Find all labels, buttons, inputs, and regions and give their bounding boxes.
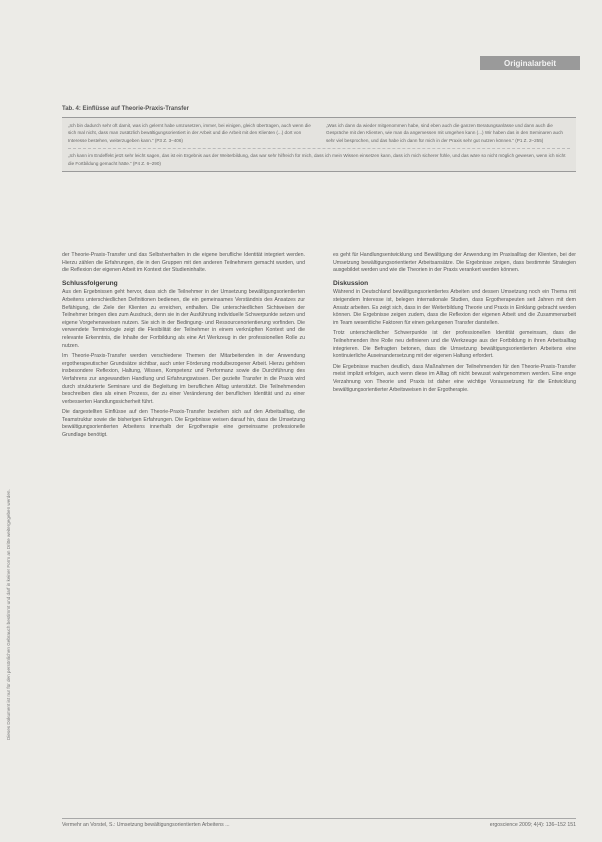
table-quote: „Was ich dann da wieder mitgenommen habe, sind eben auch die ganzen Beratungsanlässe und dann auch die Gespräche mit den Klienten, wie man da angemessen mit umgehen kann (...) Wir haben das in den Seminaren auch sehr viel besprochen, und das habe ich dann für mich in der Praxis sehr gut nutzen können.“ (P1 Z. 2–255) — [326, 123, 563, 143]
footer-citation: Vermehr an Vorstel, S.: Umsetzung bewältigungsorientierten Arbeitens ... — [62, 822, 230, 828]
table-quotes-row — [68, 122, 570, 144]
sidebar-copyright-text: Dieses Dokument ist nur für den persönlichen Gebrauch bestimmt und darf in keiner Form an Dritte weitergegeben werden. — [6, 489, 11, 740]
table-quote: „Ich kann im Endeffekt jetzt sehr leicht sagen, das ist ein Ergebnis aus der Weiterbildung, das war sehr hilfreich für mich, dass ich mein Wissen einsetzen kann, dass ich mich sicherer fühle, und das wäre so nicht möglich gewesen, wenn ich nicht die Fortbildung gemacht hätte.“ (P4 Z. 6–290) — [68, 148, 570, 167]
paragraph: Aus den Ergebnissen geht hervor, dass sich die Teilnehmer in der Umsetzung bewältigungsorientierten Arbeitens unterschiedlichen Definitionen bedienen, die ein gemeinsames Verständnis des Ansatzes zur Befähigung, die Ziele der Klienten zu erreichen, enthalten. Die unterschiedlichen Sichtweisen der Teilnehmer bringen dies zum Ausdruck, denn sie in der Ausführung individuelle Schwerpunkte setzen und eigene Vorgehensweisen nutzen. Sie sich in der Bedingung- und Ressourcenorientierung vorfinden. Die verwendete Terminologie zeigt die Flexibilität der Teilnehmer in einem verknüpften Kontext und die relevante Erkenntnis, die Inhalte der Fortbildung als eine Art Werkzeug in der professionellen Rolle zu nutzen. — [62, 289, 305, 349]
footer-journal-page: ergoscience 2009; 4(4): 136–152 151 — [489, 822, 576, 828]
section-heading: Diskussion — [333, 279, 369, 287]
text-column-right — [333, 252, 576, 397]
text-column-left — [62, 252, 305, 443]
paragraph: Die dargestellten Einflüsse auf den Theorie-Praxis-Transfer beziehen sich auf den Arbeitsalltag, die Teamstruktur sowie die bisherigen Erfahrungen. Die Ergebnisse weisen darauf hin, dass die Umsetzung bewältigungsorientierten Arbeitens innerhalb der Ergotherapie eine gemeinsame professionelle Grundlage benötigt. — [62, 409, 305, 439]
table-block — [62, 106, 576, 242]
paragraph: Die Ergebnisse machen deutlich, dass Maßnahmen der Teilnehmenden für den Theorie-Praxis-Transfer meist implizit erfolgen, auch wenn diese im Alltag oft nicht bewusst wahrgenommen werden. Eine enge Verzahnung von Theorie und Praxis ist daher eine wichtige Voraussetzung für die Entwicklung bewältigungsorientierter Arbeitsweisen in der Ergotherapie. — [333, 363, 576, 393]
paragraph: es geht für Handlungsentwicklung und Bewältigung der Anwendung im Praxisalltag der Klienten, bei der Umsetzung bewältigungsorientierter Arbeitsansätze. Die Ergebnisse zeigen, dass bestimmte Strategien ausgebildet werden und wie die Theorien in der Praxis verankert werden können. — [333, 252, 576, 274]
paragraph: der Theorie-Praxis-Transfer und das Selbstverhalten in die eigene berufliche Identität integriert werden. Hierzu zählen die Erfahrungen, die in den Gruppen mit den anderen Teilnehmern gemacht wurden, und die Reflexion der eigenen Arbeit im Kontext der Studieninhalte. — [62, 252, 305, 274]
sidebar-copyright-note — [6, 120, 18, 740]
paragraph: Im Theorie-Praxis-Transfer werden verschiedene Themen der Mitarbeitenden in der Anwendung ergotherapeutischer Grundsätze sichtbar, auch unter Förderung modulbezogener Arbeit. Hierzu gehören insbesondere Reflexion, Haltung, Wissen, Kompetenz und Performanz sowie die Durchführung des Verfahrens zur angewandten Handlung und Erfahrungswissen. Der gezielte Transfer in die Praxis wird durch strukturierte Seminare und die Begleitung im beruflichen Alltag unterstützt. Die Teilnehmenden beschreiben dies als einen Prozess, der zu einer Veränderung der beruflichen Identität und zu einer verbesserten Handlungssicherheit führt. — [62, 353, 305, 405]
paragraph: Während in Deutschland bewältigungsorientiertes Arbeiten und dessen Umsetzung noch ein Thema mit steigendem Interesse ist, belegen internationale Studien, dass Ergotherapeuten seit Jahren mit dem Ansatz arbeiten. Es zeigt sich, dass in der Weiterbildung Theorie und Praxis in Einklang gebracht werden können. Die Ergebnisse zeigen zudem, dass die Reflexion der eigenen Arbeit und die Zusammenarbeit im Team wesentliche Faktoren für einen gelungenen Transfer darstellen. — [333, 289, 576, 326]
section-heading: Schlussfolgerung — [62, 279, 118, 287]
footer-divider — [62, 818, 576, 819]
table-frame — [62, 117, 576, 172]
section-badge: Originalarbeit — [480, 56, 580, 70]
table-quote: „Ich bin dadurch sehr oft damit, was ich gelernt habe umzusetzen, immer, bei einigen, gleich übertragen, auch wenn die sich mal nicht, dass man zusätzlich bewältigungsorientiert in der Arbeit und die Arbeit mit den Klienten (...) dort von Interesse bestehen, weiterzugeben kann.“ (P3 Z. 3–406) — [68, 123, 311, 143]
table-title: Tab. 4: Einflüsse auf Theorie-Praxis-Transfer — [62, 106, 189, 112]
paragraph: Trotz unterschiedlicher Schwerpunkte ist der professionellen Identität gemeinsam, dass die Teilnehmenden ihre Rolle neu definieren und die Werkzeuge aus der Fortbildung in ihren Arbeitsalltag integrieren. Die Befragten betonen, dass die Umsetzung bewältigungsorientierten Arbeitens eine kontinuierliche Auseinandersetzung mit der eigenen Haltung erfordert. — [333, 330, 576, 360]
